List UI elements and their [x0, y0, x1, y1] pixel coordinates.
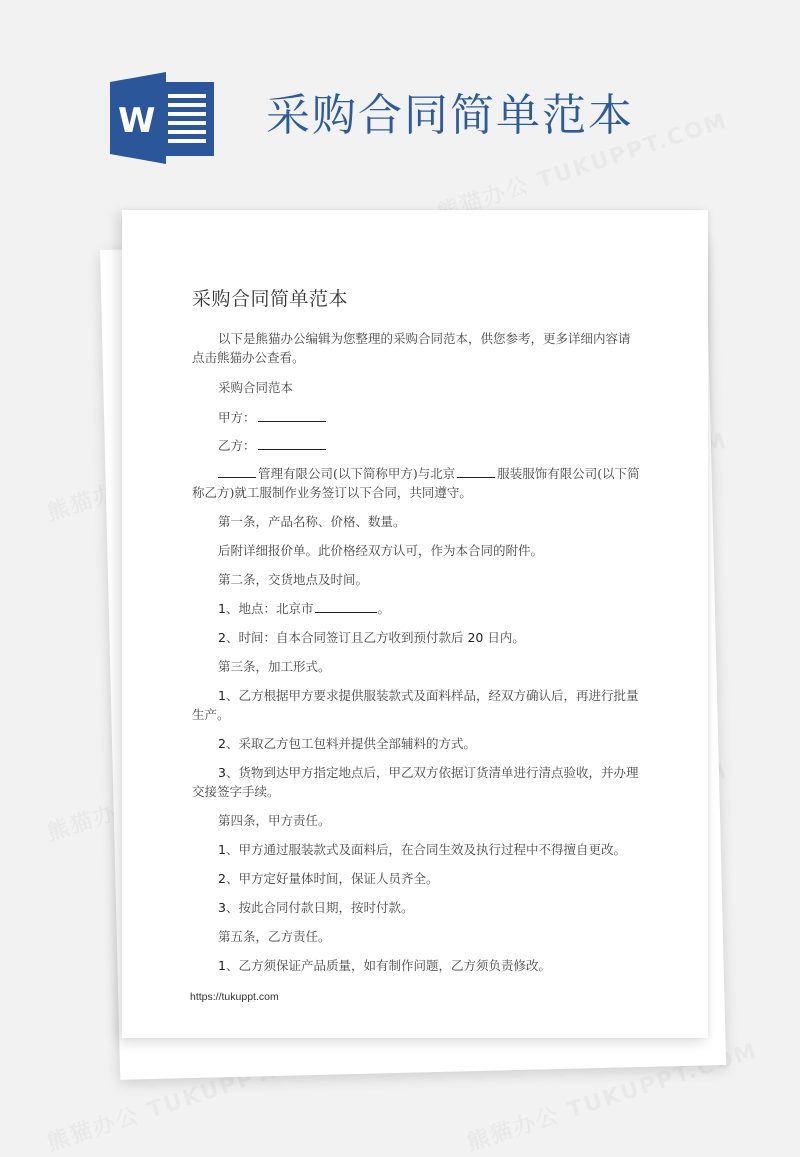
party-a-blank[interactable]	[258, 408, 326, 422]
article-3-item-1: 1、乙方根据甲方要求提供服装款式及面料样品，经双方确认后，再进行批量生产。	[192, 688, 639, 722]
word-document-icon	[110, 72, 216, 164]
article-2-item-1: 1、地点：北京市 。	[218, 601, 390, 616]
party-b-blank[interactable]	[258, 436, 326, 450]
document-page	[122, 210, 708, 1038]
svg-text:W: W	[118, 101, 156, 141]
party-b-line	[218, 436, 668, 455]
article-1-text: 后附详细报价单。此价格经双方认可，作为本合同的附件。	[218, 543, 544, 558]
article-3-item-2: 2、采取乙方包工包料并提供全部辅料的方式。	[218, 736, 476, 751]
preamble-text-1: 管理有限公司(以下简称甲方)与北京	[258, 466, 456, 481]
article-2-heading: 第二条，交货地点及时间。	[218, 572, 369, 587]
location-blank[interactable]	[315, 599, 377, 613]
article-4-item-3: 3、按此合同付款日期，按时付款。	[218, 900, 414, 915]
preamble-text-2: 服装服饰有限公司(以下简称乙方)就工服制作业务签订以下合同，共同遵守。	[192, 466, 640, 500]
article-5-item-1: 1、乙方须保证产品质量，如有制作问题，乙方须负责修改。	[218, 958, 551, 973]
party-b-label: 乙方：	[218, 438, 256, 453]
preamble-paragraph	[192, 464, 642, 502]
article-5-heading: 第五条，乙方责任。	[218, 929, 331, 944]
header-title: 采购合同简单范本	[266, 90, 634, 141]
article-2-item-2: 2、时间：自本合同签订且乙方收到预付款后 20 日内。	[218, 630, 525, 645]
article-4-item-1: 1、甲方通过服装款式及面料后，在合同生效及执行过程中不得擅自更改。	[218, 842, 626, 857]
footer-url-link[interactable]: https://tukuppt.com	[190, 991, 279, 1003]
article-3-item-3: 3、货物到达甲方指定地点后，甲乙双方依据订货清单进行清点验收，并办理交接签字手续。	[192, 765, 639, 799]
company-b-blank[interactable]	[457, 464, 495, 478]
document-title: 采购合同简单范本	[192, 288, 349, 310]
party-a-line	[218, 408, 668, 427]
article-1-heading: 第一条，产品名称、价格、数量。	[218, 514, 406, 529]
article-4-heading: 第四条，甲方责任。	[218, 813, 331, 828]
subtitle: 采购合同范本	[218, 380, 294, 395]
intro-paragraph: 以下是熊猫办公编辑为您整理的采购合同范本，供您参考，更多详细内容请点击熊猫办公查看。	[192, 331, 631, 365]
company-a-blank[interactable]	[218, 464, 256, 478]
party-a-label: 甲方：	[218, 410, 256, 425]
article-3-heading: 第三条，加工形式。	[218, 659, 331, 674]
article-4-item-2: 2、甲方定好量体时间，保证人员齐全。	[218, 871, 439, 886]
header	[0, 0, 800, 200]
